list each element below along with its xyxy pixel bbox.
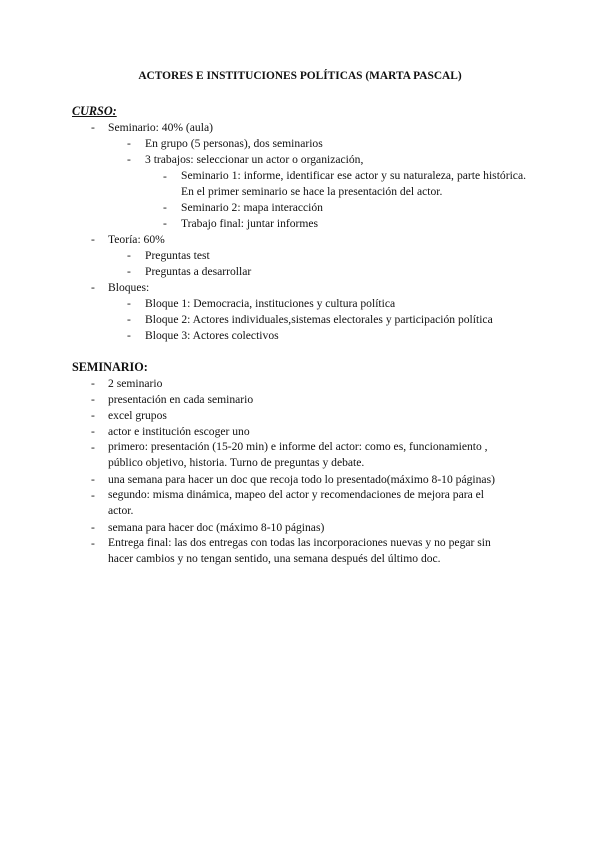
- seminario-item-1: 2 seminario: [108, 377, 163, 390]
- seminario-heading: SEMINARIO:: [72, 360, 148, 374]
- document-title: ACTORES E INSTITUCIONES POLÍTICAS (MARTA PASCAL): [138, 70, 462, 82]
- curso-seminario-sub-2: 3 trabajos: seleccionar un actor o organización,: [145, 153, 364, 166]
- seminario-item-5: primero: presentación (15-20 min) e informe del actor: como es, funcionamiento , público objetivo, historia. Turno de preguntas y debate.: [108, 440, 488, 469]
- bloque-1: Bloque 1: Democracia, instituciones y cultura política: [145, 297, 396, 310]
- curso-bloques: Bloques:: [108, 281, 150, 294]
- bullet-dash: -: [91, 521, 95, 534]
- bullet-dash: -: [91, 425, 95, 438]
- bullet-dash: -: [163, 201, 167, 214]
- trabajo-seminario-1: Seminario 1: informe, identificar ese actor y su naturaleza, parte histórica. En el primer seminario se hace la presentación del actor.: [181, 169, 526, 198]
- bullet-dash: -: [127, 137, 131, 150]
- bullet-dash: -: [91, 121, 95, 134]
- bullet-dash: -: [127, 265, 131, 278]
- bloque-2: Bloque 2: Actores individuales,sistemas electorales y participación política: [145, 313, 493, 326]
- curso-teoria: Teoría: 60%: [108, 233, 165, 246]
- curso-heading: CURSO:: [72, 104, 117, 118]
- seminario-item-8: semana para hacer doc (máximo 8-10 páginas): [108, 521, 325, 534]
- bullet-dash: -: [91, 409, 95, 422]
- bloque-3: Bloque 3: Actores colectivos: [145, 329, 279, 342]
- bullet-dash: -: [91, 537, 95, 550]
- bullet-dash: -: [91, 441, 95, 454]
- teoria-sub-2: Preguntas a desarrollar: [145, 265, 252, 278]
- seminario-item-9: Entrega final: las dos entregas con todas las incorporaciones nuevas y no pegar sin hacer cambios y no tengan sentido, una semana después del último doc.: [108, 536, 491, 565]
- trabajo-final: Trabajo final: juntar informes: [181, 217, 319, 230]
- bullet-dash: -: [127, 249, 131, 262]
- seminario-item-3: excel grupos: [108, 409, 167, 422]
- bullet-dash: -: [91, 233, 95, 246]
- bullet-dash: -: [91, 377, 95, 390]
- bullet-dash: -: [91, 281, 95, 294]
- trabajo-seminario-2: Seminario 2: mapa interacción: [181, 201, 323, 214]
- bullet-dash: -: [127, 297, 131, 310]
- bullet-dash: -: [91, 489, 95, 502]
- seminario-item-6: una semana para hacer un doc que recoja todo lo presentado(máximo 8-10 páginas): [108, 473, 495, 486]
- curso-seminario-sub-1: En grupo (5 personas), dos seminarios: [145, 137, 323, 150]
- bullet-dash: -: [127, 329, 131, 342]
- bullet-dash: -: [127, 313, 131, 326]
- bullet-dash: -: [127, 153, 131, 166]
- seminario-item-2: presentación en cada seminario: [108, 393, 254, 406]
- bullet-dash: -: [163, 170, 167, 183]
- curso-seminario: Seminario: 40% (aula): [108, 121, 213, 134]
- teoria-sub-1: Preguntas test: [145, 249, 210, 262]
- bullet-dash: -: [91, 473, 95, 486]
- seminario-item-7: segundo: misma dinámica, mapeo del actor y recomendaciones de mejora para el actor.: [108, 488, 485, 517]
- seminario-item-4: actor e institución escoger uno: [108, 425, 250, 438]
- bullet-dash: -: [91, 393, 95, 406]
- bullet-dash: -: [163, 217, 167, 230]
